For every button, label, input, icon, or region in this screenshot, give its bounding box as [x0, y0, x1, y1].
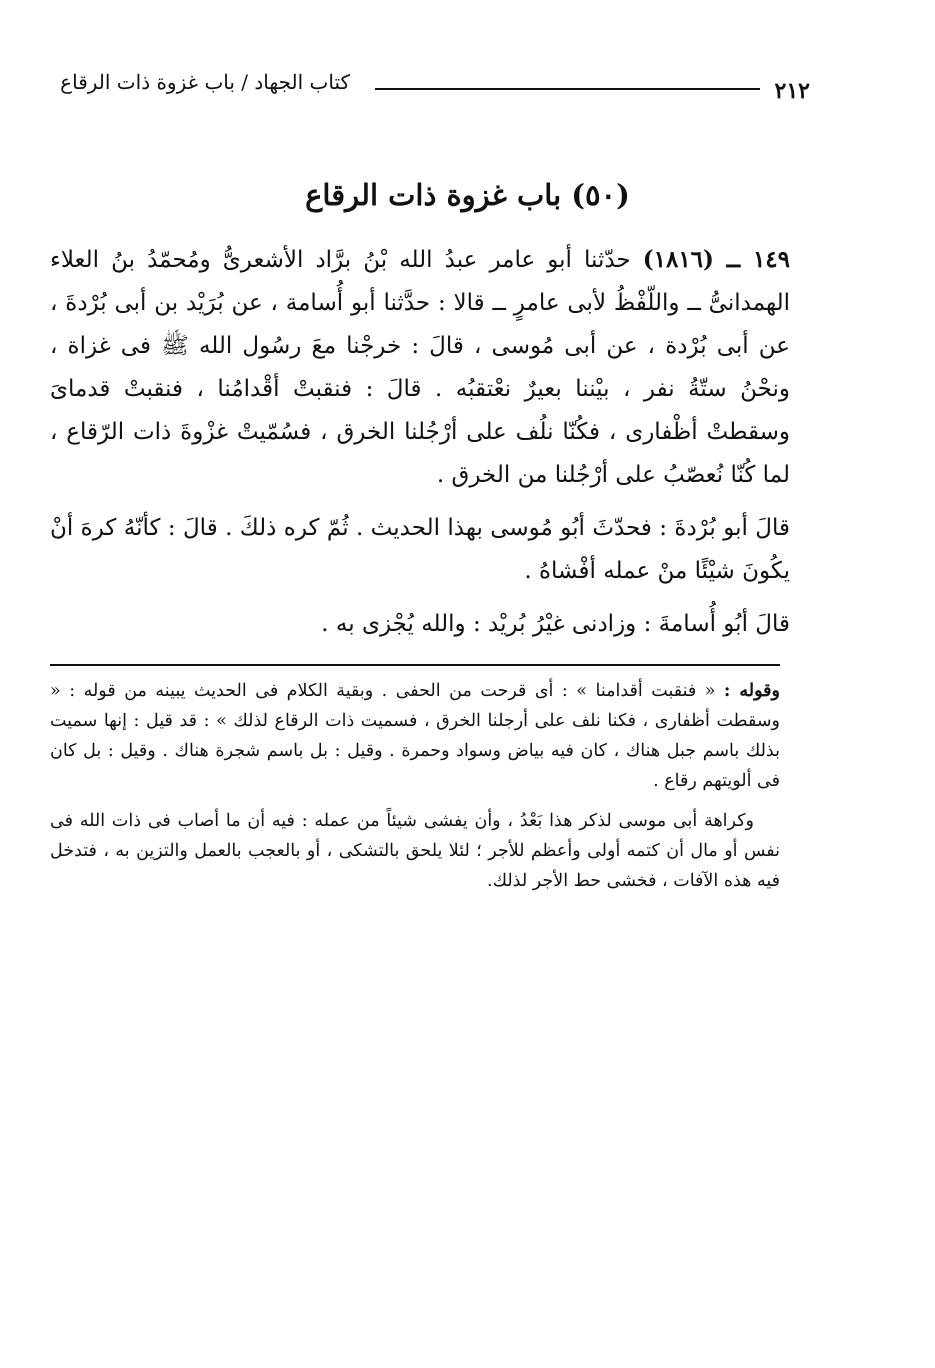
chapter-title: (٥٠) باب غزوة ذات الرقاع	[305, 178, 630, 212]
hadith-paragraph	[50, 238, 790, 497]
footnote-paragraph-1	[50, 676, 780, 796]
footnote-separator	[50, 664, 780, 666]
narration-paragraph-2: قالَ أبُو أُسامةَ : وزادنى غيْرُ بُريْد : والله يُجْزى به .	[321, 611, 790, 637]
footnote-text-1: « فنقبت أقدامنا » : أى قرحت من الحفى . وبقية الكلام فى الحديث يبينه من قوله : « وسقطت أظفارى ، فكنا نلف على أرجلنا الخرق ، فسميت ذات الرقاع لذلك » : قد قيل : إنها سميت بذلك باسم جبل هناك ، كان فيه بياض وسواد وحمرة . وقيل : بل باسم شجرة هناك . وقيل : بل كان فى ألويتهم رقاع .	[50, 681, 780, 791]
footnote-paragraph-2: وكراهة أبى موسى لذكر هذا بَعْدُ ، وأن يفشى شيئاً من عمله : فيه أن ما أصاب فى ذات الله فى نفس أو مال أن كتمه أولى وأعظم للأجر ؛ لئلا يلحق بالتشكى ، أو بالعجب بالعمل والتزين به ، فتدخل فيه هذه الآفات ، فخشى حط الأجر لذلك.	[50, 811, 780, 891]
footnotes	[50, 676, 780, 896]
header-rule	[375, 88, 760, 90]
main-text	[50, 238, 790, 646]
hadith-text: حدّثنا أبو عامر عبدُ الله بْنُ برَّاد الأشعرىُّ ومُحمّدُ بنُ العلاء الهمدانىُّ ــ واللّفْظُ لأبى عامرٍ ــ قالا : حدَّثنا أبو أُسامة ، عن بُرَيْد بن أبى بُرْدةَ ، عن أبى بُرْدة ، عن أبى مُوسى ، قالَ : خرجْنا معَ رسُول الله ﷺ فى غزاة ، ونحْنُ ستّةُ نفر ، بيْننا بعيرٌ نعْتقبُه . قالَ : فنقبتْ أقْدامُنا ، فنقبتْ قدماىَ وسقطتْ أظْفارى ، فكُنّا نلُف على أرْجُلنا الخرق ، فسُمّيتْ غزْوةَ ذات الرّقاع ، لما كُنّا نُعصّبُ على أرْجُلنا من الخرق .	[50, 247, 790, 488]
page-number: ٢١٢	[774, 78, 810, 104]
footnote-lead: وقوله :	[723, 681, 780, 701]
running-header	[20, 62, 810, 106]
header-title: كتاب الجهاد / باب غزوة ذات الرقاع	[60, 70, 350, 94]
narration-paragraph-1: قالَ أبو بُرْدةَ : فحدّثَ أبُو مُوسى بهذا الحديث . ثُمّ كره ذلكَ . قالَ : كأنّهُ كرهَ أنْ يكُونَ شيْئًا منْ عمله أفْشاهُ .	[50, 515, 790, 584]
hadith-number: ١٤٩ ــ (١٨١٦)	[642, 246, 790, 273]
